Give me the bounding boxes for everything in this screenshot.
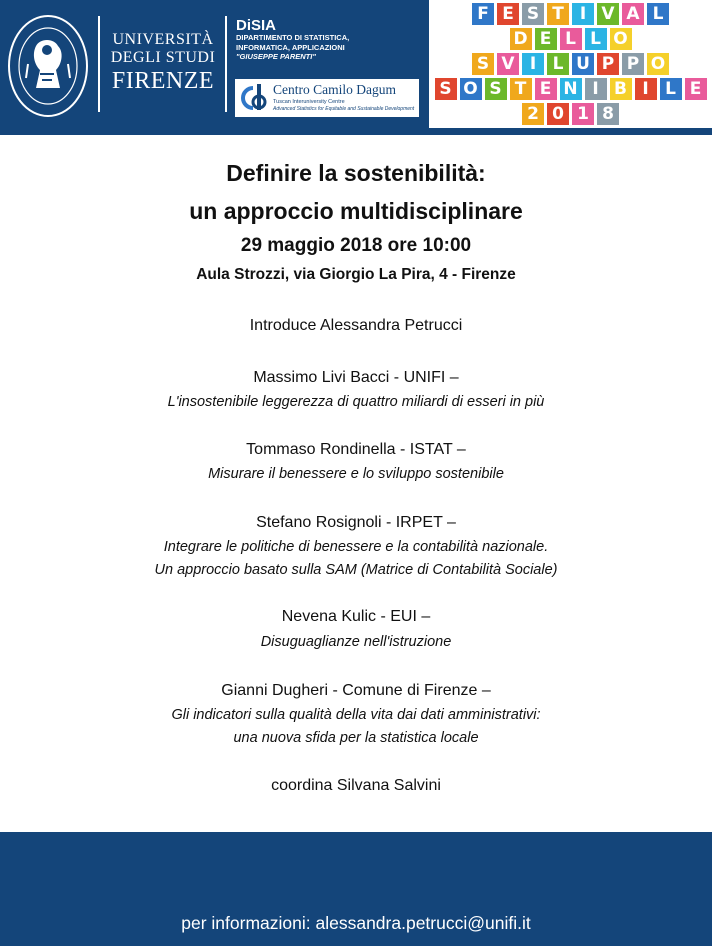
talk-title: Integrare le politiche di benessere e la contabilità nazionale. <box>163 539 549 555</box>
talk-speaker: Massimo Livi Bacci - UNIFI – <box>253 369 459 386</box>
festival-logo-letter: A <box>622 3 644 25</box>
coordinator: coordina Silvana Salvini <box>271 777 441 794</box>
talk-title: Misurare il benessere e lo sviluppo sostenibile <box>208 466 504 482</box>
festival-logo-letter: 1 <box>572 103 594 125</box>
talk-title: Disuguaglianze nell'istruzione <box>260 634 452 650</box>
department-acronym: DiSIA <box>236 17 277 34</box>
contact-info: per informazioni: alessandra.petrucci@unifi.it <box>181 913 531 933</box>
event-date: 29 maggio 2018 ore 10:00 <box>240 235 472 256</box>
dagum-tagline: Advanced Statistics for Equitable and Sustainable Development <box>273 106 415 112</box>
university-seal-icon <box>6 12 90 120</box>
festival-logo-row <box>429 3 712 25</box>
talk-title: L'insostenibile leggerezza di quattro miliardi di esseri in più <box>167 394 545 410</box>
dagum-subtitle: Tuscan Interuniversity Centre <box>273 99 345 105</box>
festival-logo-letter: 0 <box>547 103 569 125</box>
department-line-1: DIPARTIMENTO DI STATISTICA, <box>236 33 350 42</box>
festival-logo-row <box>429 28 712 50</box>
festival-logo-letter: F <box>472 3 494 25</box>
talk-title: una nuova sfida per la statistica locale <box>233 730 479 746</box>
festival-logo <box>429 0 712 128</box>
university-name <box>106 32 220 93</box>
festival-logo-letter: I <box>635 78 657 100</box>
festival-logo-row <box>429 103 712 125</box>
festival-logo-letter: S <box>472 53 494 75</box>
talk-speaker: Nevena Kulic - EUI – <box>281 608 431 625</box>
festival-logo-letter: O <box>460 78 482 100</box>
festival-logo-letter: B <box>610 78 632 100</box>
event-title-line-2: un approccio multidisciplinare <box>189 198 523 224</box>
festival-logo-letter: E <box>497 3 519 25</box>
festival-logo-letter: T <box>547 3 569 25</box>
university-line-3: FIRENZE <box>111 68 215 94</box>
dagum-name: Centro Camilo Dagum <box>273 82 396 97</box>
festival-logo-letter: N <box>560 78 582 100</box>
festival-logo-letter: E <box>685 78 707 100</box>
dagum-logo-icon <box>239 82 269 114</box>
festival-logo-row <box>429 53 712 75</box>
event-venue: Aula Strozzi, via Giorgio La Pira, 4 - Firenze <box>196 266 516 283</box>
talk-speaker: Stefano Rosignoli - IRPET – <box>256 514 456 531</box>
festival-logo-letter: P <box>597 53 619 75</box>
department-block <box>236 18 349 62</box>
festival-logo-letter: I <box>522 53 544 75</box>
festival-logo-letter: O <box>647 53 669 75</box>
header-divider <box>98 16 100 112</box>
festival-logo-letter: I <box>572 3 594 25</box>
festival-logo-letter: S <box>522 3 544 25</box>
festival-logo-letter: E <box>535 78 557 100</box>
department-line-2: INFORMATICA, APPLICAZIONI <box>236 42 345 52</box>
festival-logo-row <box>429 78 712 100</box>
festival-logo-letter: L <box>560 28 582 50</box>
festival-logo-letter: P <box>622 53 644 75</box>
festival-logo-letter: L <box>547 53 569 75</box>
festival-logo-letter: 2 <box>522 103 544 125</box>
university-line-2: DEGLI STUDI <box>110 49 216 66</box>
festival-logo-letter: E <box>535 28 557 50</box>
festival-logo-letter: L <box>647 3 669 25</box>
event-title-line-1: Definire la sostenibilità: <box>226 160 486 186</box>
university-line-1: UNIVERSITÀ <box>112 31 214 48</box>
introduction: Introduce Alessandra Petrucci <box>249 317 463 334</box>
festival-logo-letter: V <box>597 3 619 25</box>
talk-speaker: Gianni Dugheri - Comune di Firenze – <box>221 682 491 699</box>
festival-logo-letter: O <box>610 28 632 50</box>
talk-speaker: Tommaso Rondinella - ISTAT – <box>246 441 466 458</box>
festival-logo-letter: L <box>660 78 682 100</box>
talk-title: Gli indicatori sulla qualità della vita dai dati amministrativi: <box>171 707 541 723</box>
department-line-3: "GIUSEPPE PARENTI" <box>236 52 316 62</box>
festival-logo-letter: I <box>585 78 607 100</box>
festival-logo-letter: S <box>485 78 507 100</box>
footer-banner <box>0 832 712 946</box>
festival-logo-letter: 8 <box>597 103 619 125</box>
header-divider <box>225 16 227 112</box>
festival-logo-letter: D <box>510 28 532 50</box>
festival-logo-letter: U <box>572 53 594 75</box>
festival-logo-letter: L <box>585 28 607 50</box>
talk-title: Un approccio basato sulla SAM (Matrice di Contabilità Sociale) <box>154 562 558 578</box>
festival-logo-letter: T <box>510 78 532 100</box>
festival-logo-letter: S <box>435 78 457 100</box>
festival-logo-letter: V <box>497 53 519 75</box>
dagum-centre-logo <box>235 79 419 117</box>
